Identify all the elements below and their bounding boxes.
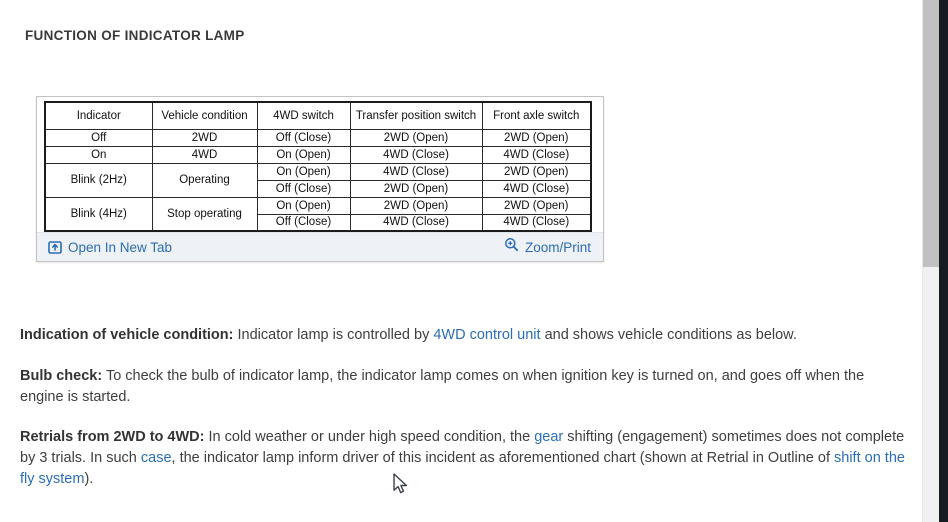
open-in-new-tab-link[interactable] — [48, 240, 172, 255]
link-case[interactable]: case — [140, 449, 172, 466]
zoom-print-link[interactable] — [504, 240, 591, 255]
window-edge — [939, 0, 948, 522]
page-title: FUNCTION OF INDICATOR LAMP — [25, 28, 245, 43]
paragraph-text: ). — [84, 470, 94, 487]
table-row — [45, 197, 591, 214]
table-header-cell: 4WD switch — [257, 102, 350, 129]
paragraph-lead-bold: Retrials from 2WD to 4WD: — [20, 429, 205, 445]
switch-cell: On (Open) — [257, 197, 350, 214]
table-image-widget — [36, 96, 604, 262]
link-4wd-control-unit[interactable]: 4WD control unit — [433, 327, 541, 343]
switch-cell: 2WD (Open) — [350, 197, 482, 214]
condition-cell: 4WD — [152, 146, 257, 163]
indicator-lamp-table — [44, 101, 592, 232]
paragraph-text: In cold weather or under high speed condition, the — [204, 429, 535, 445]
table-row — [45, 146, 591, 163]
switch-cell: 2WD (Open) — [482, 163, 591, 180]
switch-cell: 4WD (Close) — [482, 180, 591, 197]
link-gear[interactable]: gear — [534, 429, 564, 445]
switch-cell: On (Open) — [257, 146, 350, 163]
zoom-in-icon — [504, 237, 519, 252]
switch-cell: Off (Close) — [257, 214, 350, 231]
paragraph-text: , the indicator lamp inform driver of this incident as aforementioned chart (shown at Retrial in Outline of — [171, 449, 835, 466]
switch-cell: Off (Close) — [257, 129, 350, 146]
switch-cell: 4WD (Close) — [350, 163, 482, 180]
open-in-new-tab-icon — [48, 240, 62, 254]
table-row — [45, 163, 591, 180]
switch-cell: 2WD (Open) — [482, 129, 591, 146]
table-header-cell: Transfer position switch — [350, 102, 482, 129]
switch-cell: 2WD (Open) — [482, 197, 591, 214]
condition-cell: Operating — [152, 163, 257, 197]
switch-cell: 2WD (Open) — [350, 129, 482, 146]
table-header-cell: Vehicle condition — [152, 102, 257, 129]
paragraph-bulb-check — [20, 366, 907, 408]
open-in-new-tab-label: Open In New Tab — [68, 239, 173, 255]
scrollbar-thumb[interactable] — [923, 0, 939, 267]
paragraph-indication — [20, 325, 907, 346]
paragraph-lead-bold: Indication of vehicle condition: — [20, 327, 234, 343]
link-shift-on-the-fly-system[interactable]: shift on the fly system — [20, 449, 905, 487]
paragraph-retrials — [20, 427, 907, 489]
indicator-cell: On — [45, 146, 152, 163]
mouse-cursor — [392, 473, 408, 500]
table-header-cell: Front axle switch — [482, 102, 591, 129]
scrollbar-track[interactable] — [922, 0, 939, 522]
paragraph-text: shifting (engagement) sometimes does not complete by 3 trials. In such — [20, 429, 905, 466]
paragraph-text: To check the bulb of indicator lamp, the indicator lamp comes on when ignition key is turned on, and goes off when the engine is started. — [20, 368, 865, 405]
switch-cell: 4WD (Close) — [350, 146, 482, 163]
paragraph-text: Indicator lamp is controlled by — [233, 327, 434, 343]
indicator-cell: Blink (2Hz) — [45, 163, 152, 197]
table-row — [45, 129, 591, 146]
zoom-print-label: Zoom/Print — [524, 239, 591, 255]
indicator-cell: Off — [45, 129, 152, 146]
switch-cell: Off (Close) — [257, 180, 350, 197]
condition-cell: Stop operating — [152, 197, 257, 231]
table-header-row — [45, 102, 591, 129]
switch-cell: 2WD (Open) — [350, 180, 482, 197]
switch-cell: 4WD (Close) — [350, 214, 482, 231]
table-header-cell: Indicator — [45, 102, 152, 129]
paragraph-text: and shows vehicle conditions as below. — [540, 327, 797, 343]
switch-cell: 4WD (Close) — [482, 214, 591, 231]
switch-cell: 4WD (Close) — [482, 146, 591, 163]
switch-cell: On (Open) — [257, 163, 350, 180]
condition-cell: 2WD — [152, 129, 257, 146]
paragraph-lead-bold: Bulb check: — [20, 368, 103, 384]
table-widget-toolbar — [37, 232, 603, 261]
indicator-cell: Blink (4Hz) — [45, 197, 152, 231]
